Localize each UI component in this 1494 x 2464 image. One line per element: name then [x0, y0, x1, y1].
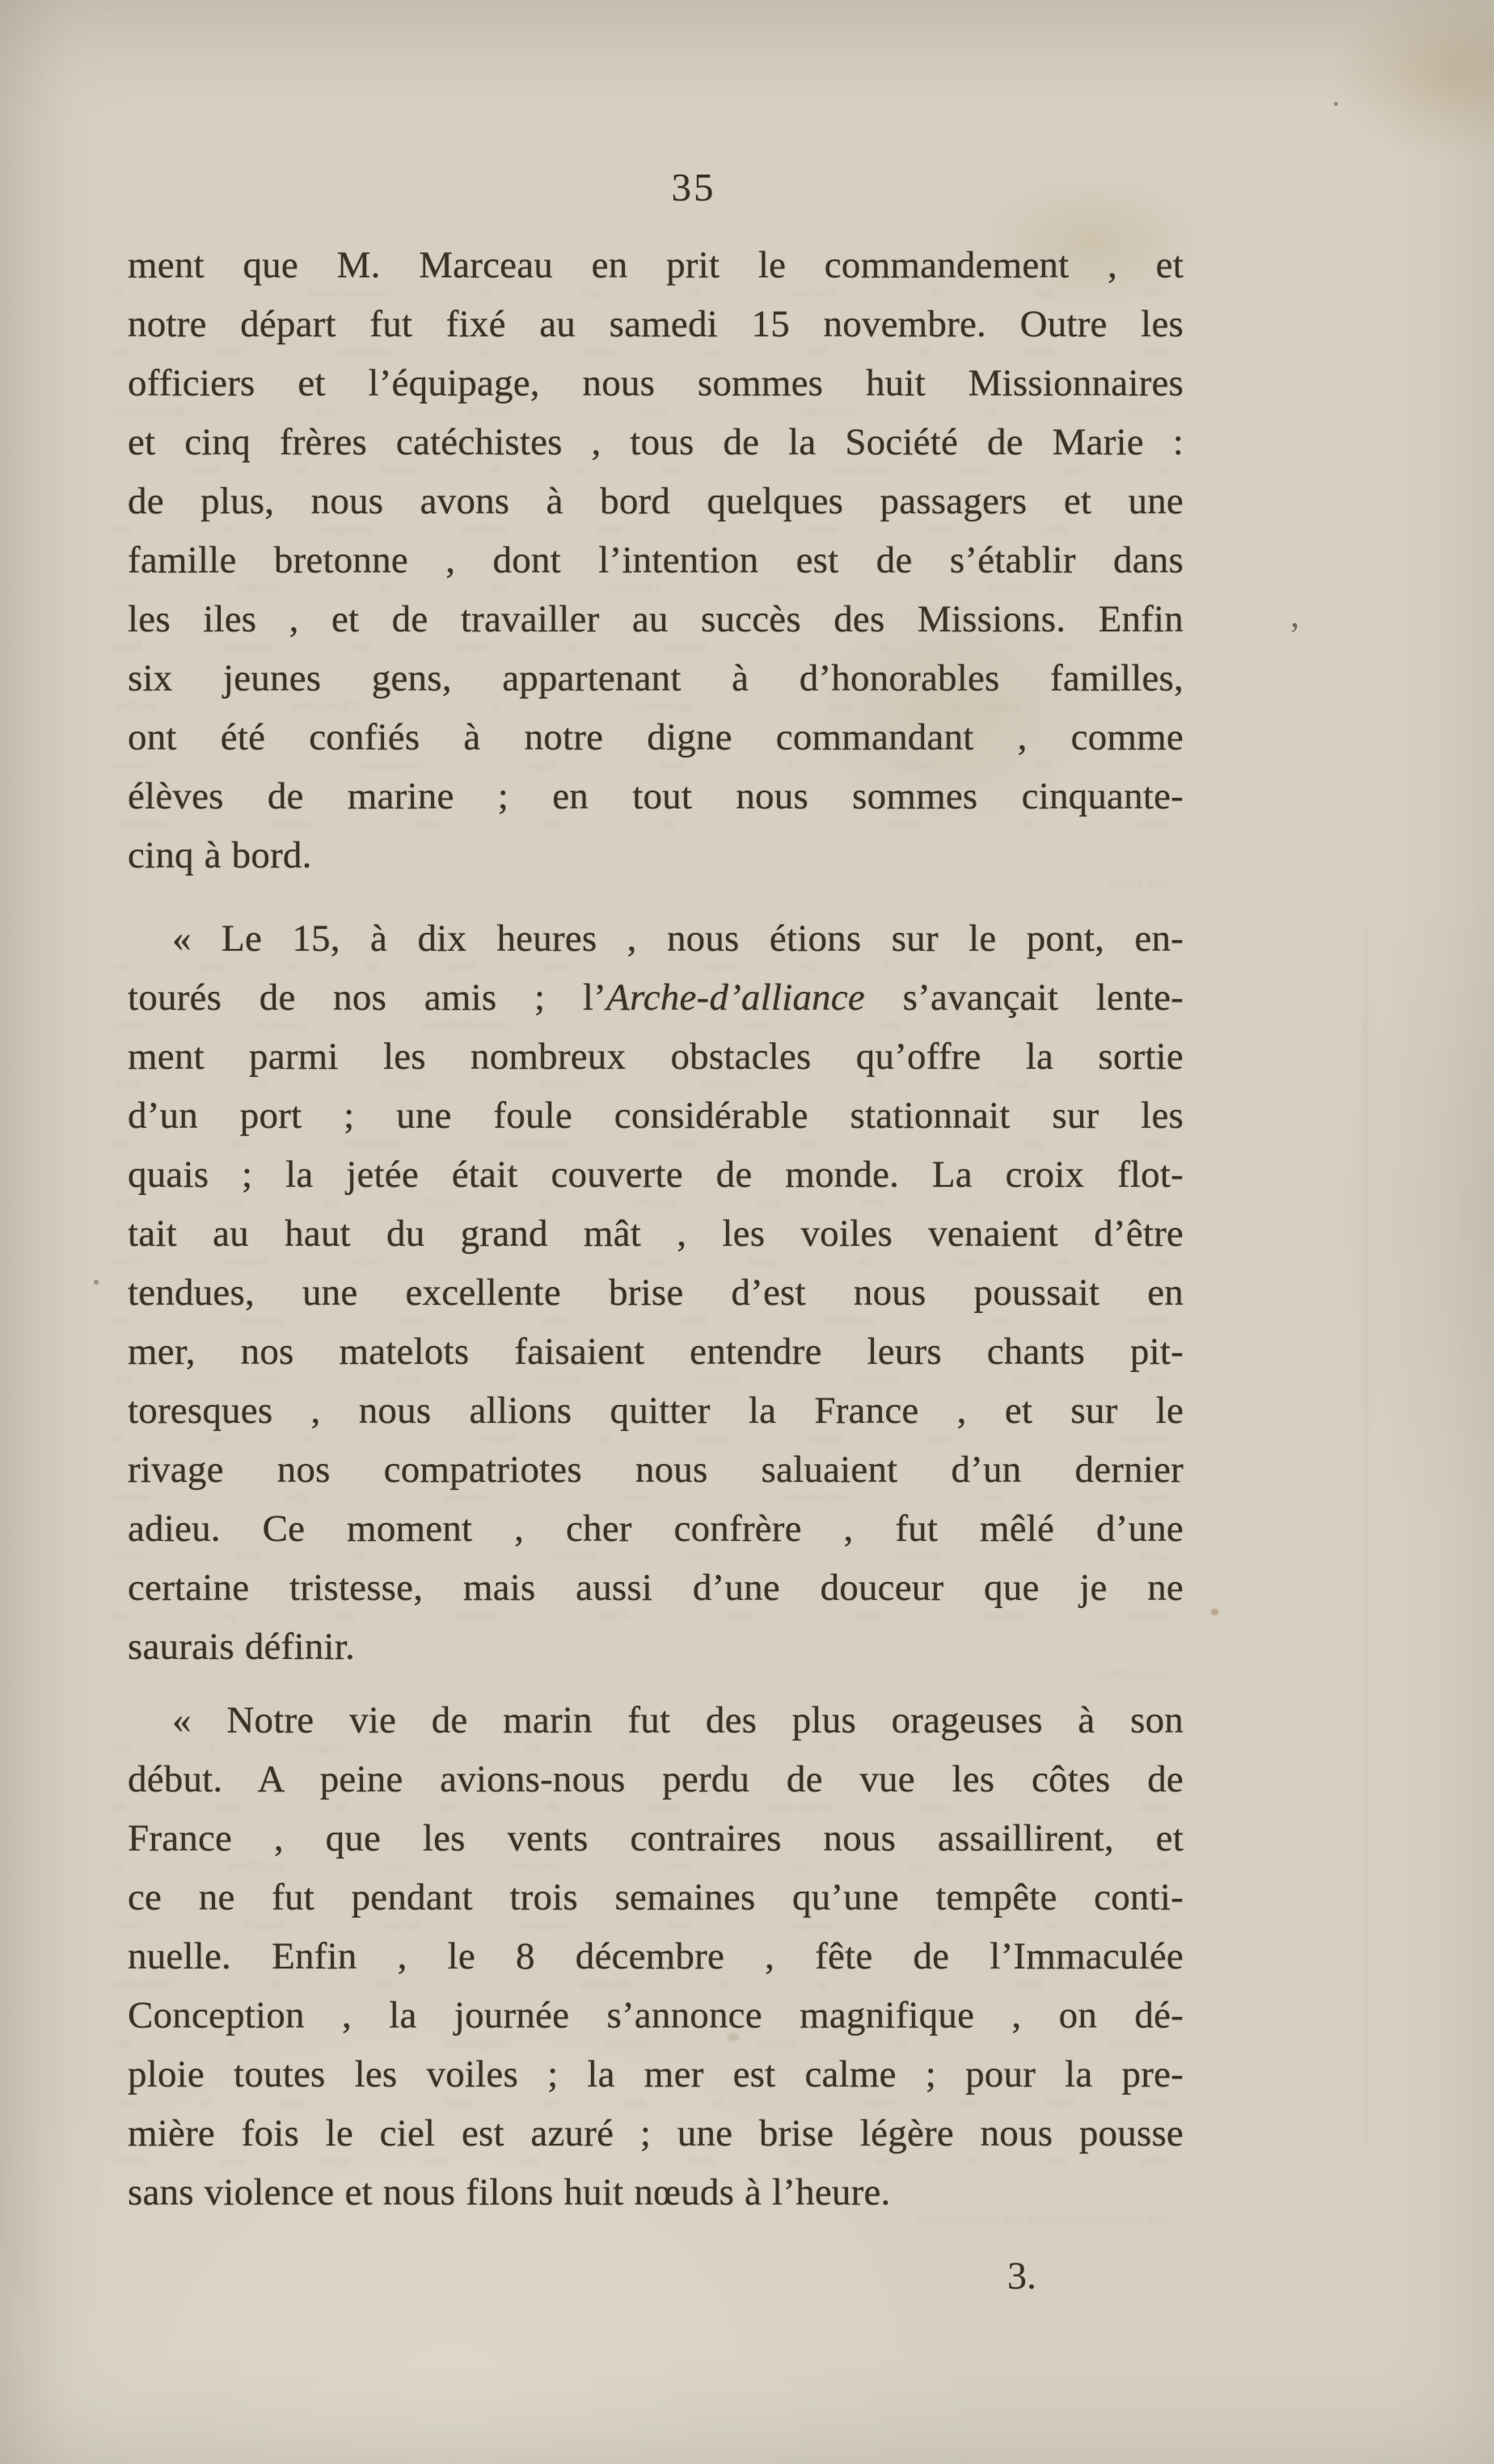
text-line: début. A peine avions-nous perdu de vue les côtes de — [128, 1758, 1184, 1800]
text-line: tait au haut du grand mât , les voiles venaient d’être — [128, 1213, 1184, 1255]
paragraph — [128, 909, 1184, 1677]
text-block — [128, 236, 1184, 2222]
text-line: famille bretonne , dont l’intention est de s’établir dans — [128, 539, 1184, 581]
text-line: tourés de nos amis ; l’Arche-d’alliance s’avançait lente- — [128, 977, 1184, 1019]
text-line: sans violence et nous filons huit nœuds à l’heure. — [128, 2171, 891, 2213]
stray-ink-mark: ’ — [1289, 615, 1301, 655]
text-line: six jeunes gens, appartenant à d’honorables familles, — [128, 657, 1184, 699]
text-line: « Notre vie de marin fut des plus orageuses à son — [172, 1699, 1184, 1741]
text-line: de plus, nous avons à bord quelques passagers et une — [128, 480, 1184, 522]
text-line: d’un port ; une foule considérable stationnait sur les — [128, 1095, 1184, 1137]
paragraph — [128, 1691, 1184, 2222]
text-line: élèves de marine ; en tout nous sommes cinquante- — [128, 775, 1184, 817]
page-number: 35 — [671, 165, 716, 209]
text-line: toresques , nous allions quitter la France , et sur le — [128, 1390, 1184, 1432]
text-line: notre départ fut fixé au samedi 15 novembre. Outre les — [128, 303, 1184, 345]
paper-fiber-line — [1365, 930, 1367, 2142]
text-line: les iles , et de travailler au succès des Missions. Enfin — [128, 598, 1184, 640]
paper-speck — [1334, 102, 1338, 106]
text-line: quais ; la jetée était couverte de monde. La croix flot- — [128, 1154, 1184, 1196]
text-line: ploie toutes les voiles ; la mer est calme ; pour la pre- — [128, 2053, 1184, 2095]
paper-speck — [1211, 1609, 1218, 1615]
text-line: rivage nos compatriotes nous saluaient d’un dernier — [128, 1449, 1184, 1491]
text-line: tendues, une excellente brise d’est nous poussait en — [128, 1272, 1184, 1314]
text-line: mer, nos matelots faisaient entendre leurs chants pit- — [128, 1331, 1184, 1373]
text-line: ment que M. Marceau en prit le commandement , et — [128, 244, 1184, 286]
text-line: officiers et l’équipage, nous sommes huit Missionnaires — [128, 362, 1184, 404]
text-line: nuelle. Enfin , le 8 décembre , fête de l’Immaculée — [128, 1935, 1184, 1977]
paragraph — [128, 236, 1184, 885]
text-line: adieu. Ce moment , cher confrère , fut mêlé d’une — [128, 1508, 1184, 1550]
text-line: saurais définir. — [128, 1626, 355, 1668]
text-line: Conception , la journée s’annonce magnifique , on dé- — [128, 1994, 1184, 2036]
text-block: ment que M. Marceau en prit le commandement , et notre départ fut fixé au samedi 15 novembre. Outre les officiers et l’équipage, nous sommes huit Missionnaires et cinq frères catéchistes , tous de la Société de Marie : de plus, nous avons à bord quelques passagers et une famille bretonne , dont l’intention est de s’établir dans les iles , et de travailler au succès des Missions. Enfin six jeunes gens, appartenant à d’honorables familles, ont été confiés à notre digne commandant , comme élèves de marine ; en tout nous sommes cinquante- cinq à bord. « Le 15, à dix heures , nous étions sur le pont, en- tourés de nos amis ; l’Arche-d’alliance s’avançait lente- ment parmi les nombreux obstacles qu’offre la sortie d’un port ; une foule considérable stationnait sur les quais ; la jetée était couverte de monde. La croix flot- tait au haut du grand mât , les voiles venaient d’être tendues, une excellente brise d’est nous poussait en mer, nos matelots faisaient entendre leurs chants pit- toresques , nous allions quitter la France , et sur le rivage nos compatriotes nous saluaient d’un dernier adieu. Ce moment , cher confrère , fut mêlé d’une certaine tristesse, mais aussi d’une douceur que je ne saurais définir. « Notre vie de marin fut des plus orageuses à son début. A peine avions-nous perdu de vue les côtes de France , que les vents contraires nous assaillirent, et ce ne fut pendant trois semaines qu’une tempête conti- nuelle. Enfin , le 8 décembre , fête de l’Immaculée Conception , la journée s’annonce magnifique , on dé- ploie toutes les voiles ; la mer est calme ; pour la pre- mière fois le ciel est azuré ; une brise légère nous pousse sans violence et nous filons huit nœuds à l’heure. — [113, 286, 1169, 2227]
text-line: cinq à bord. — [128, 834, 312, 876]
text-line: ment parmi les nombreux obstacles qu’offre la sortie — [128, 1036, 1184, 1078]
text-line: certaine tristesse, mais aussi d’une douceur que je ne — [128, 1567, 1184, 1609]
text-line: ont été confiés à notre digne commandant , comme — [128, 716, 1184, 758]
text-line: France , que les vents contraires nous assaillirent, et — [128, 1817, 1184, 1859]
text-line: et cinq frères catéchistes , tous de la Société de Marie : — [128, 421, 1184, 463]
signature-mark: 3. — [1007, 2255, 1036, 2297]
paper-speck — [94, 1280, 99, 1285]
text-line: « Le 15, à dix heures , nous étions sur le pont, en- — [172, 918, 1184, 960]
text-line: ce ne fut pendant trois semaines qu’une tempête conti- — [128, 1876, 1184, 1918]
text-line: mière fois le ciel est azuré ; une brise légère nous pousse — [128, 2112, 1184, 2154]
